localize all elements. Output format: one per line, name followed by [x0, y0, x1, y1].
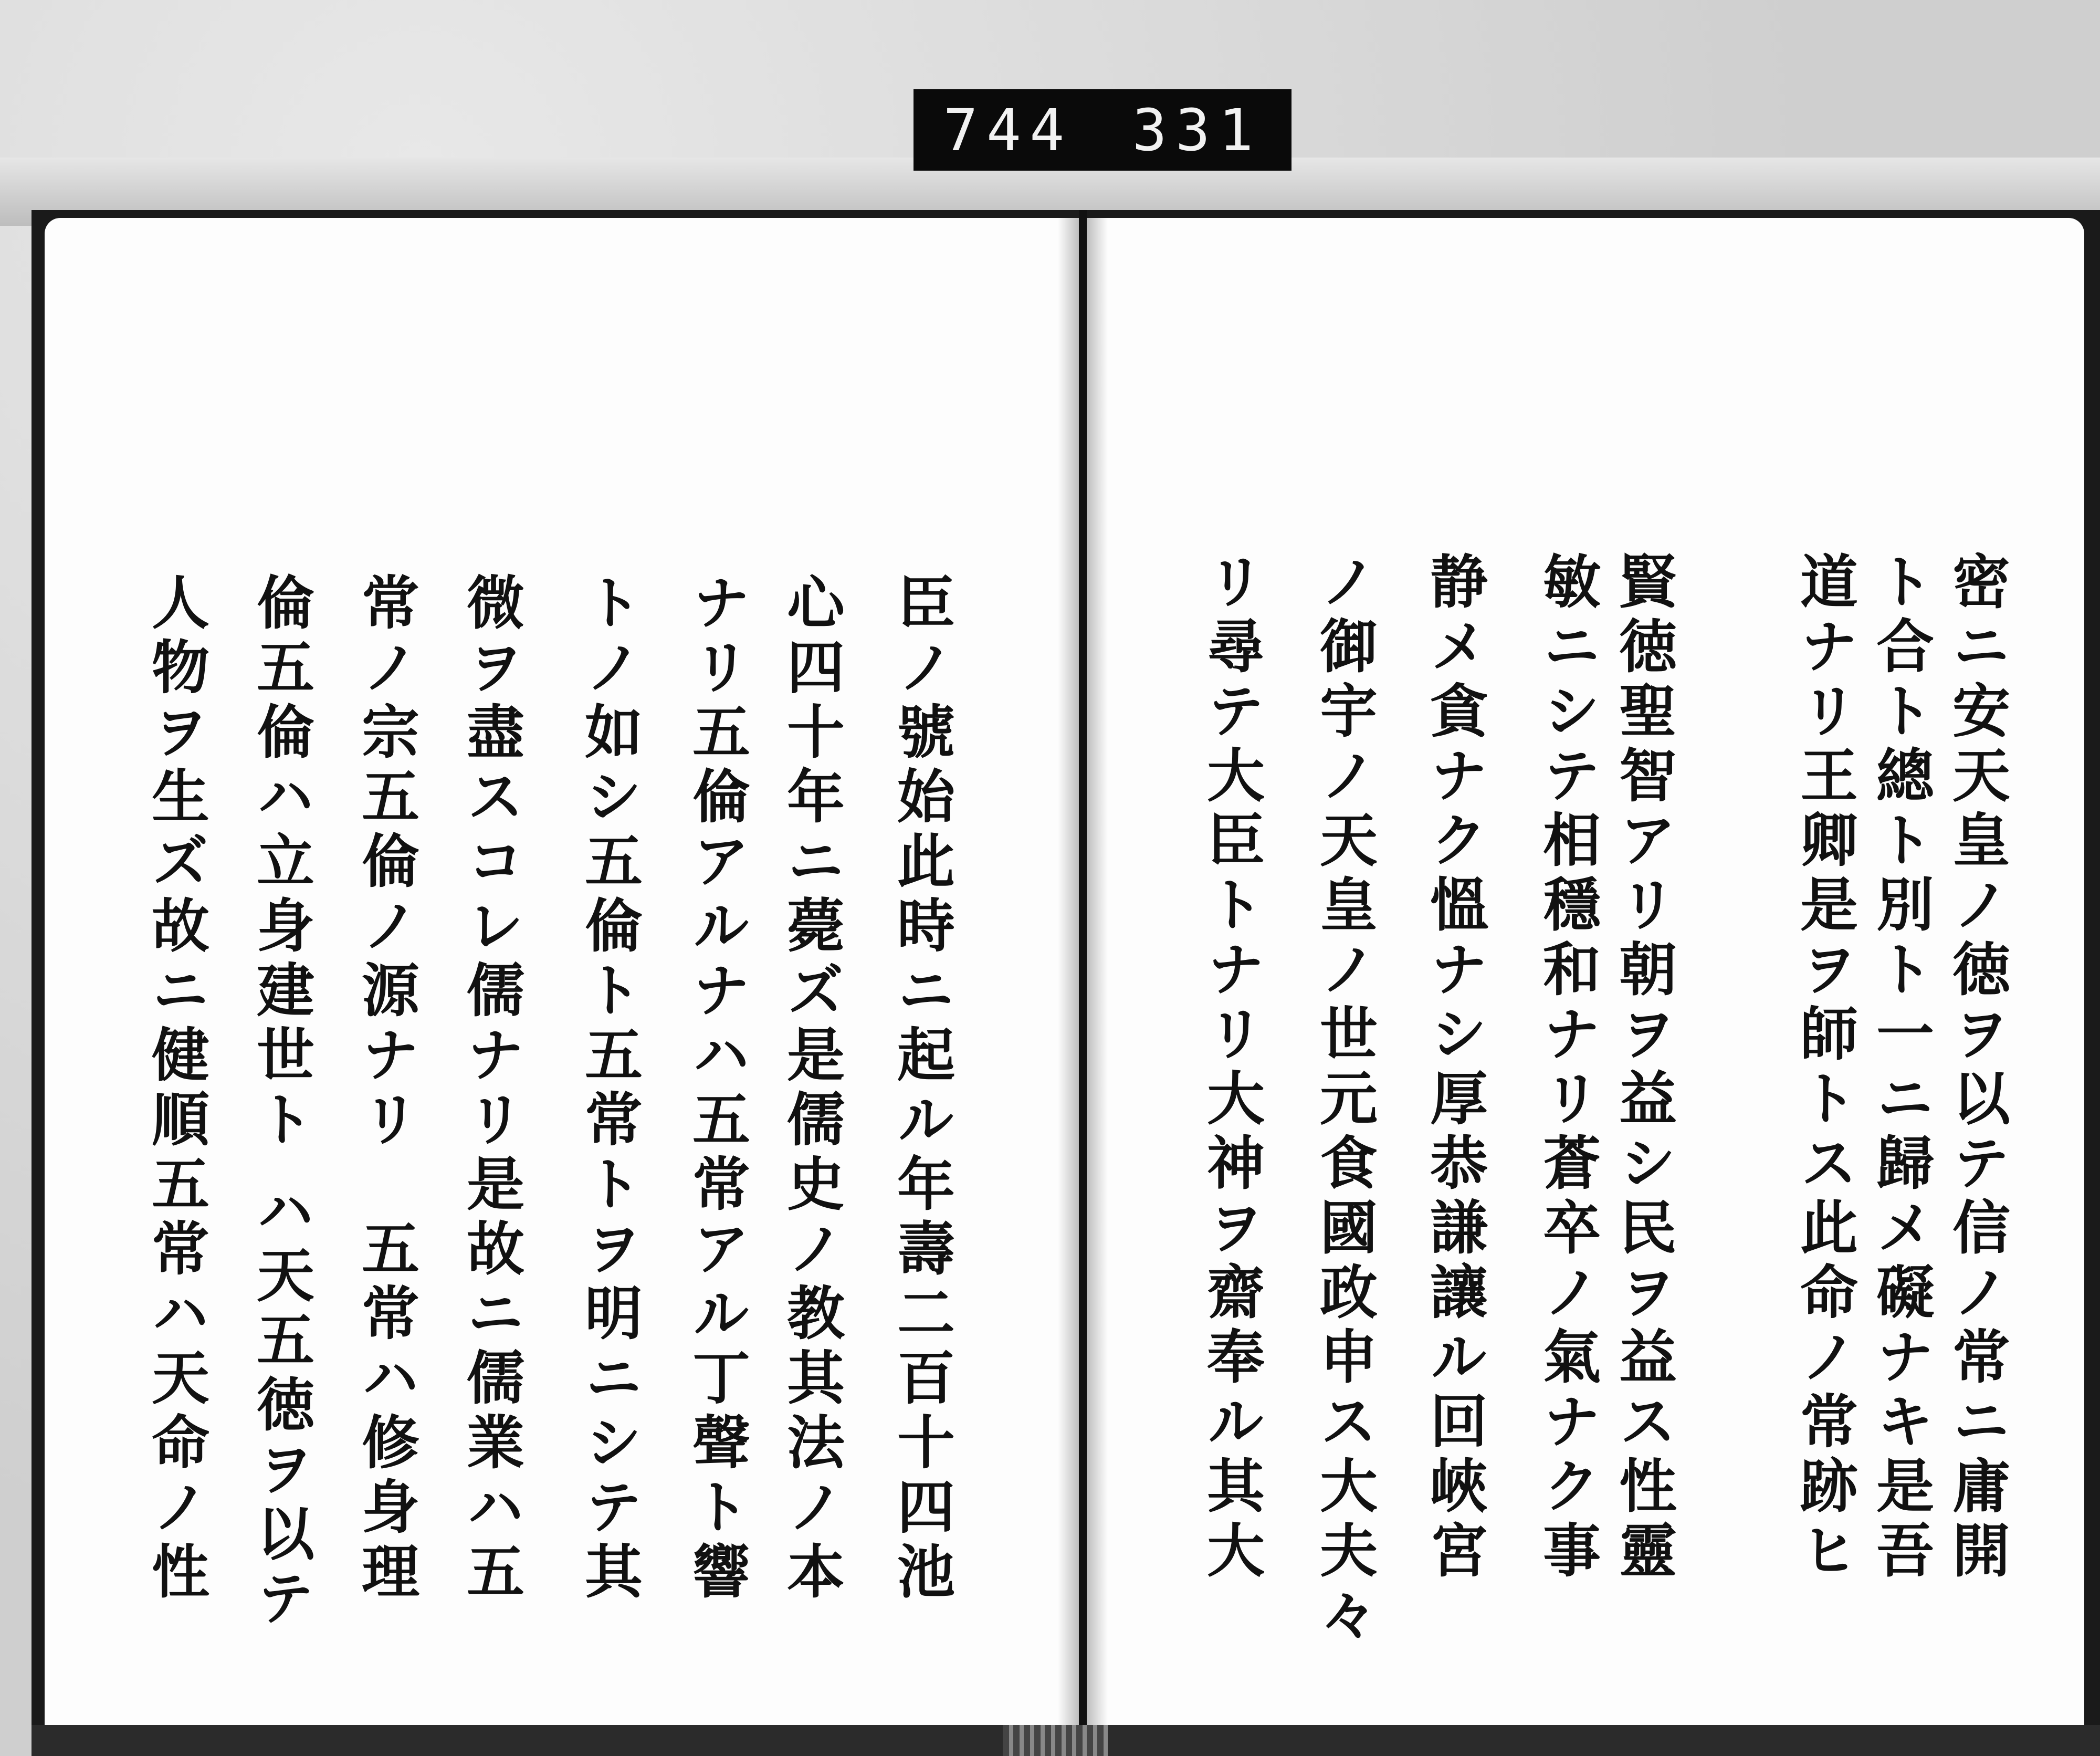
- text-column: リ尋テ大臣トナリ大神ヲ齋奉ル其大: [1198, 551, 1265, 1585]
- text-column: 微ヲ盡スコレ儒ナリ是故ニ儒業ハ五: [457, 572, 525, 1606]
- text-column: 常ノ宗五倫ノ源ナリ 五常ハ修身理: [352, 572, 420, 1606]
- reel-number: 744: [943, 96, 1073, 164]
- text-column: 臣ノ號始此時ニ起ル年壽二百十四池: [888, 572, 956, 1606]
- text-column: 道ナリ王卿是ヲ師トス此命ノ常跡ヒ: [1791, 551, 1858, 1585]
- text-column: 密ニ安天皇ノ徳ヲ以テ信ノ常ニ庸開: [1943, 551, 2011, 1585]
- spine-shadow-left: [1058, 218, 1079, 1725]
- text-column: 賢徳聖智アリ朝ヲ益シ民ヲ益ス性靈: [1610, 551, 1677, 1585]
- text-column: ト合ト總ト別ト一ニ歸メ礙ナキ是吾: [1867, 551, 1935, 1585]
- text-column: ノ御宇ノ天皇ノ世元食國政申ス大夫々: [1310, 551, 1378, 1649]
- text-column: 倫五倫ハ立身建世ト ハ天五徳ヲ以テ: [247, 572, 315, 1633]
- text-column: 人物ヲ生ズ故ニ健順五常ハ天命ノ性: [142, 572, 210, 1606]
- book-gutter: [1079, 210, 1087, 1756]
- frame-number: 331: [1132, 96, 1262, 164]
- page-bottom-edge-right: [1087, 1725, 2100, 1756]
- text-column: ナリ五倫アルナハ五常アル丁聲ト響: [683, 572, 751, 1606]
- binding-clip: [1003, 1725, 1108, 1756]
- microfilm-reel-label: [914, 89, 1292, 171]
- text-column: 静メ貪ナク慍ナシ厚恭謙讓ル回峽宮: [1421, 551, 1488, 1585]
- text-column: 心四十年ニ薨ズ是儒史ノ教其法ノ本: [778, 572, 845, 1606]
- page-bottom-edge-left: [32, 1725, 1079, 1756]
- spine-shadow-right: [1087, 218, 1108, 1725]
- text-column: 敏ニシテ相穩和ナリ蒼卒ノ氣ナク事: [1534, 551, 1601, 1585]
- open-book: [32, 210, 2100, 1756]
- text-column: トノ如シ五倫ト五常トヲ明ニシテ其: [575, 572, 643, 1606]
